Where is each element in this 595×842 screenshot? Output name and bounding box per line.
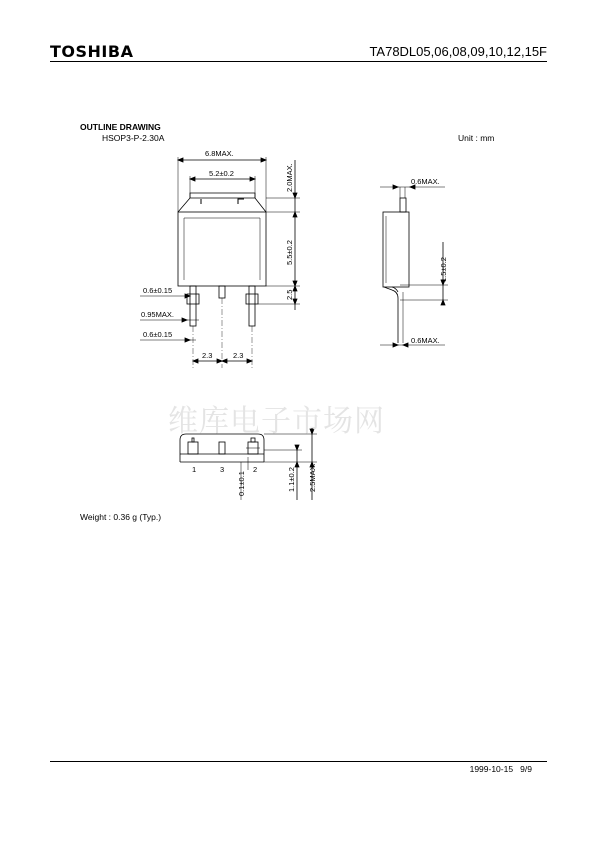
dim-thickness: 1.1±0.2 — [287, 467, 296, 492]
footer — [470, 764, 532, 774]
pin-label-2: 2 — [253, 465, 258, 474]
footer-date: 1999-10-15 — [469, 764, 514, 774]
dim-standoff: 0.1±0.1 — [237, 471, 246, 496]
dim-tab-width: 5.2±0.2 — [209, 169, 234, 178]
dim-body-height: 5.5±0.2 — [285, 240, 294, 265]
dim-side-top: 0.6MAX. — [411, 177, 440, 186]
dim-lead-width-max: 0.95MAX. — [141, 310, 174, 319]
dim-total-height: 2.5MAX. — [308, 463, 317, 492]
dim-lead-width-upper: 0.6±0.15 — [143, 286, 173, 295]
package-code: HSOP3-P-2.30A — [102, 133, 165, 143]
pin-label-3: 3 — [220, 465, 225, 474]
side-view — [380, 185, 448, 347]
dim-pitch-left: 2.3 — [202, 351, 213, 360]
part-number: TA78DL05,06,08,09,10,12,15F — [369, 44, 547, 59]
pin-label-1: 1 — [192, 465, 197, 474]
weight-note: Weight : 0.36 g (Typ.) — [80, 512, 162, 522]
section-title: OUTLINE DRAWING — [80, 122, 161, 132]
dim-tab-height: 2.0MAX. — [285, 163, 294, 192]
footer-rule — [50, 761, 547, 762]
dim-side-bottom: 0.6MAX. — [411, 336, 440, 345]
dim-lead-height: 2.5 — [285, 289, 294, 300]
dim-lead-width-lower: 0.6±0.15 — [143, 330, 173, 339]
dim-overall-width: 6.8MAX. — [205, 149, 234, 158]
dim-pitch-right: 2.3 — [233, 351, 244, 360]
toshiba-logo: TOSHIBA — [50, 42, 134, 61]
unit-label: Unit : mm — [458, 133, 495, 143]
watermark: 维库电子市场网 — [168, 404, 385, 439]
dim-side-lead: 1.5±0.2 — [439, 257, 448, 282]
footer-page: 9/9 — [520, 764, 532, 774]
